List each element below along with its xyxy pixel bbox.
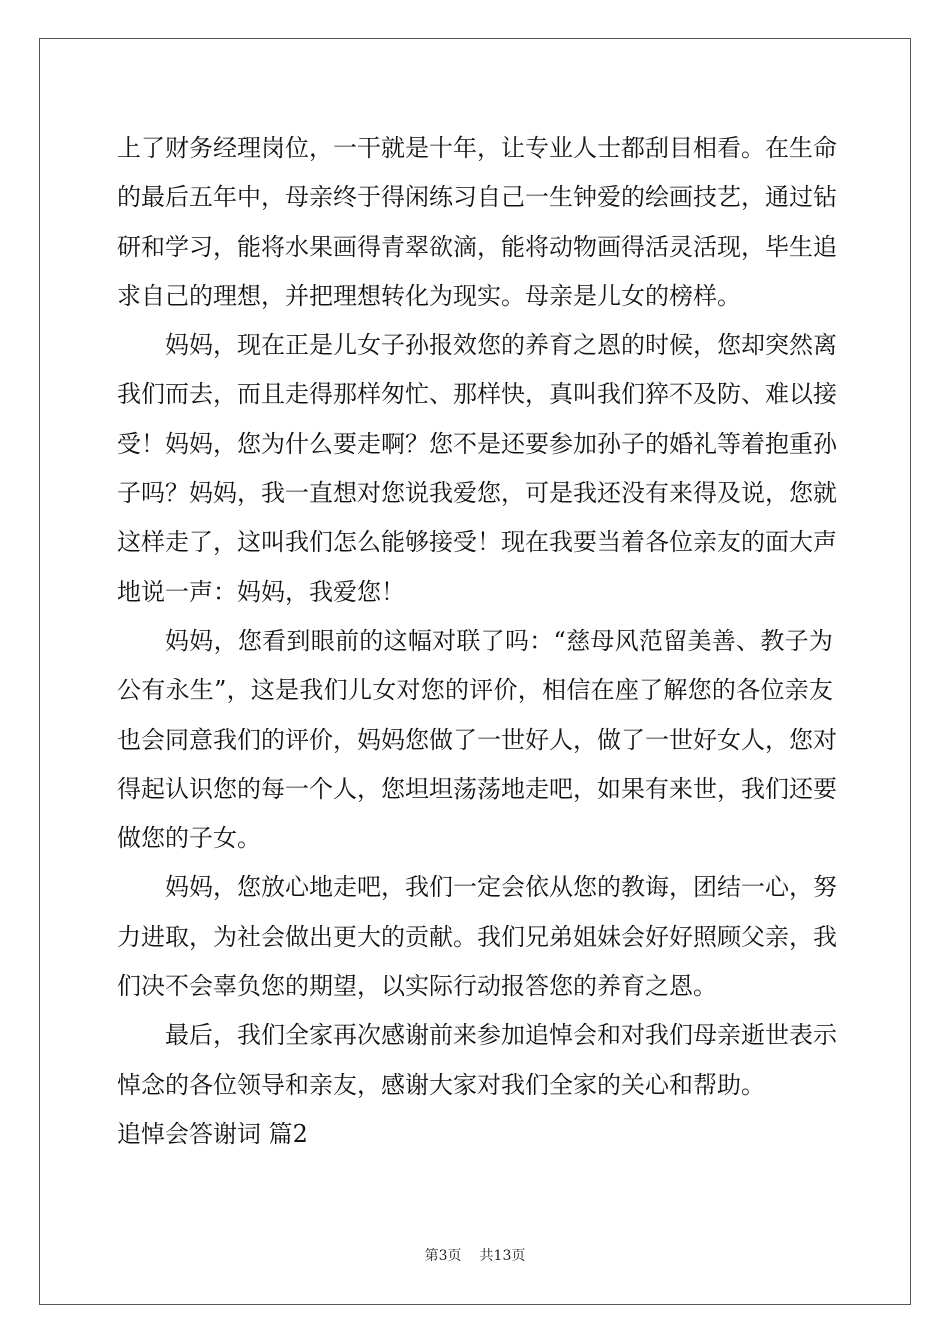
page-total: 共13页: [479, 1248, 526, 1264]
text-line: 最 后 ， 我 们 全 家 再 次 感 谢 前 来 参 加 追 悼 会 和 对 我 们 母 亲 逝 世 表 示: [165, 1021, 837, 1050]
text-line: 上 了 财 务 经 理 岗 位 ， 一 干 就 是 十 年 ， 让 专 业 人 士 都 刮 目 相 看 。 在 生 命: [117, 134, 837, 162]
paragraph: [117, 863, 837, 1011]
text-line: 悼念的各位领导和亲友，感谢大家对我们全家的关心和帮助。: [117, 1070, 765, 1099]
text-line: 得 起 认 识 您 的 每 一 个 人 ， 您 坦 坦 荡 荡 地 走 吧 ， 如 果 有 来 世 ， 我 们 还 要: [117, 774, 837, 803]
paragraph-list: [117, 124, 837, 1110]
text-line: 妈 妈 ， 您 看 到 眼 前 的 这 幅 对 联 了 吗 ： “ 慈 母 风 范 留 美 善 、 教 子 为: [165, 626, 833, 655]
text-line: 的 最 后 五 年 中 ， 母 亲 终 于 得 闲 练 习 自 己 一 生 钟 爱 的 绘 画 技 艺 ， 通 过 钻: [117, 183, 837, 212]
page-number: 第3页: [424, 1248, 462, 1264]
text-line: 力 进 取 ， 为 社 会 做 出 更 大 的 贡 献 。 我 们 兄 弟 姐 妹 会 好 好 照 顾 父 亲 ， 我: [117, 922, 837, 951]
text-line: 受 ！ 妈 妈 ， 您 为 什 么 要 走 啊 ？ 您 不 是 还 要 参 加 孙 子 的 婚 礼 等 着 抱 重 孙: [117, 429, 837, 458]
paragraph: [117, 321, 837, 617]
text-line: 们决不会辜负您的期望，以实际行动报答您的养育之恩。: [117, 972, 717, 1001]
section-heading: 追悼会答谢词 篇2: [117, 1119, 308, 1148]
text-line: 妈 妈 ， 您 放 心 地 走 吧 ， 我 们 一 定 会 依 从 您 的 教 诲 ， 团 结 一 心 ， 努: [165, 873, 837, 902]
text-line: 子 吗 ？ 妈 妈 ， 我 一 直 想 对 您 说 我 爱 您 ， 可 是 我 还 没 有 来 得 及 说 ， 您 就: [117, 479, 837, 508]
text-line: 研 和 学 习 ， 能 将 水 果 画 得 青 翠 欲 滴 ， 能 将 动 物 画 得 活 灵 活 现 ， 毕 生 追: [117, 232, 837, 261]
paragraph: [117, 617, 837, 863]
text-line: 也 会 同 意 我 们 的 评 价 ， 妈 妈 您 做 了 一 世 好 人 ， 做 了 一 世 好 女 人 ， 您 对: [117, 725, 837, 754]
text-line: 这 样 走 了 ， 这 叫 我 们 怎 么 能 够 接 受 ！ 现 在 我 要 当 着 各 位 亲 友 的 面 大 声: [117, 528, 837, 557]
text-line: 做您的子女。: [117, 824, 261, 853]
text-line: 公 有 永 生 ” ， 这 是 我 们 儿 女 对 您 的 评 价 ， 相 信 在 座 了 解 您 的 各 位 亲 友: [117, 676, 833, 705]
text-line: 地说一声：妈妈，我爱您！: [117, 577, 405, 606]
paragraph: [117, 1011, 837, 1110]
paragraph: [117, 124, 837, 321]
page-footer: [0, 1245, 950, 1265]
text-line: 妈 妈 ， 现 在 正 是 儿 女 子 孙 报 效 您 的 养 育 之 恩 的 时 候 ， 您 却 突 然 离: [165, 331, 837, 360]
text-line: 我 们 而 去 ， 而 且 走 得 那 样 匆 忙 、 那 样 快 ， 真 叫 我 们 猝 不 及 防 、 难 以 接: [117, 380, 837, 409]
text-line: 求自己的理想，并把理想转化为现实。母亲是儿女的榜样。: [117, 281, 741, 310]
document-body: [117, 124, 837, 1159]
